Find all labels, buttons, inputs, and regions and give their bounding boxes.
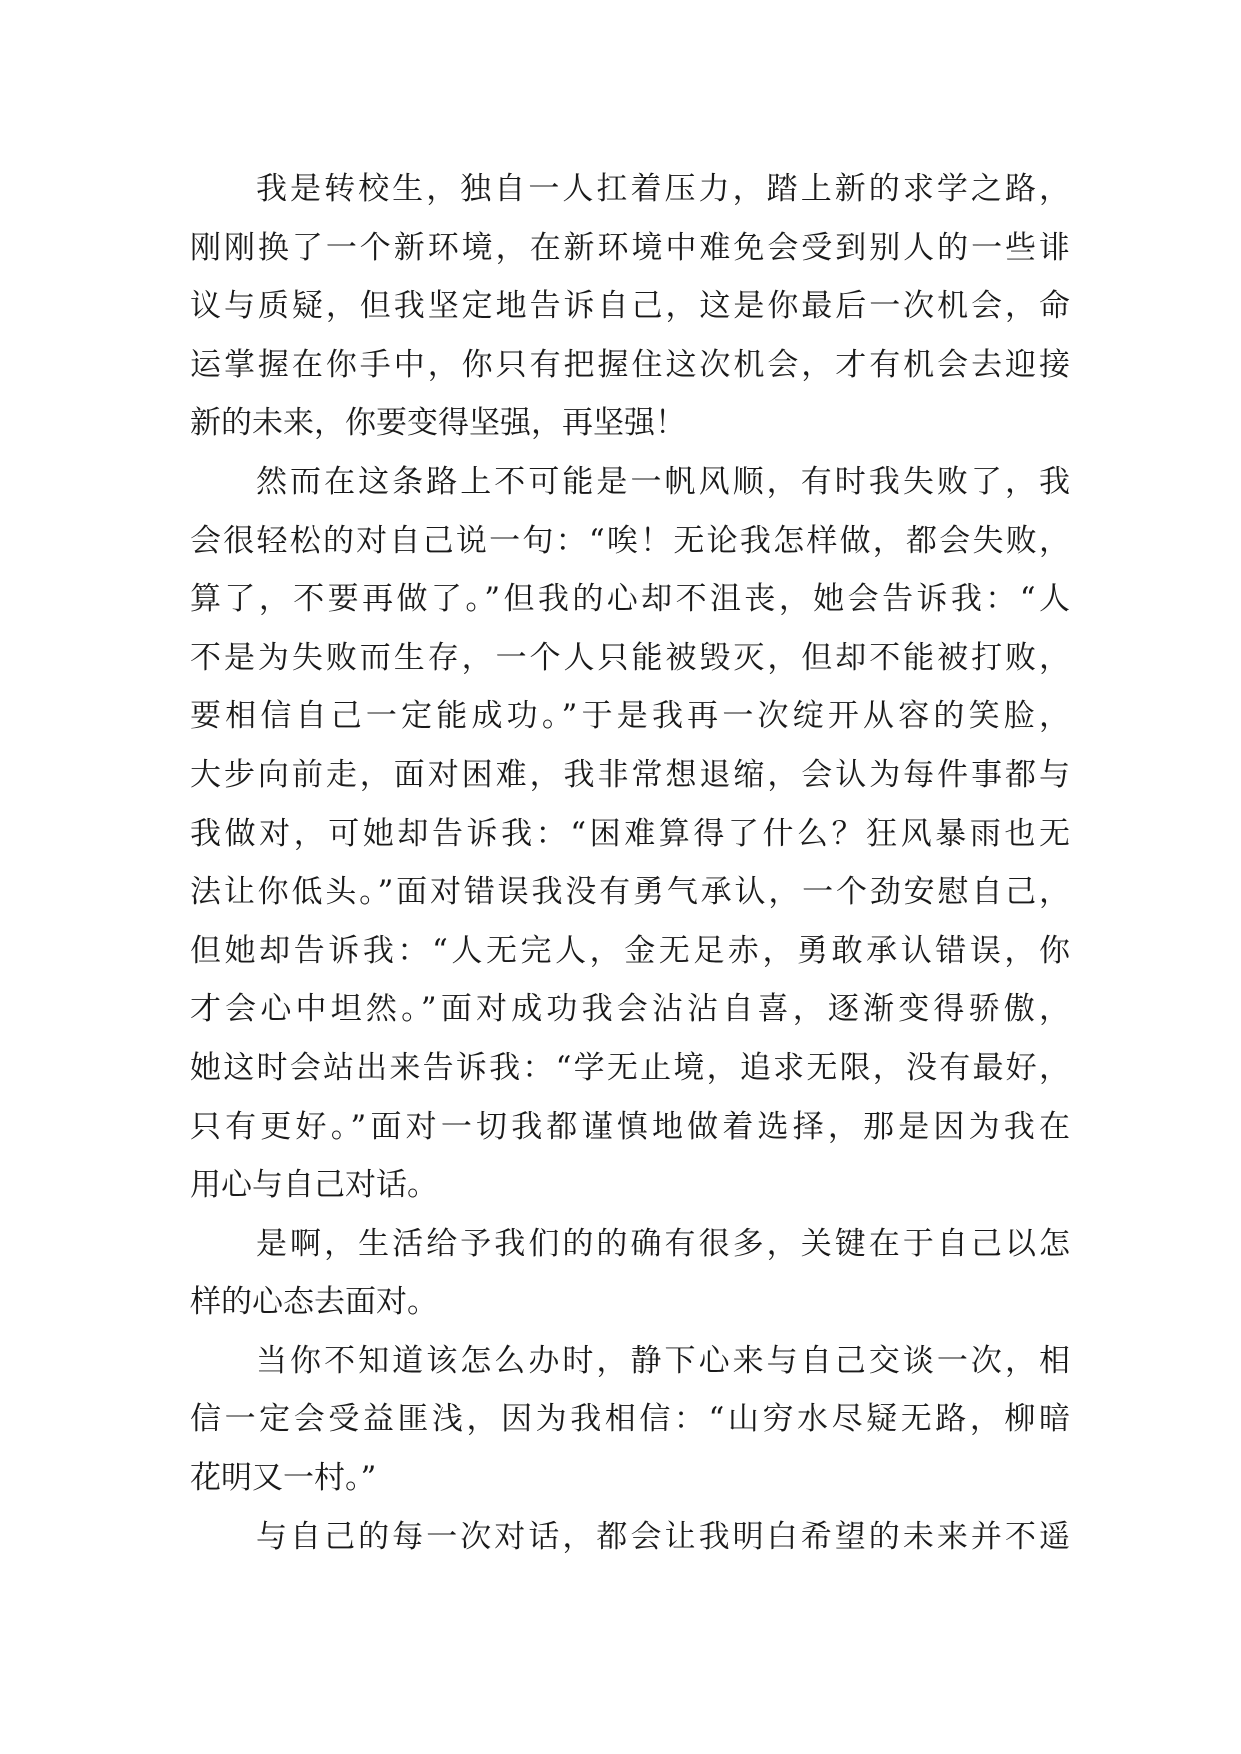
text-line: 是啊，生活给予我们的的确有很多，关键在于自己以怎 bbox=[256, 1225, 1070, 1262]
text-line: 会很轻松的对自己说一句：“唉！无论我怎样做，都会失败， bbox=[190, 522, 1070, 559]
text-line: 我做对，可她却告诉我：“困难算得了什么？狂风暴雨也无 bbox=[190, 815, 1070, 852]
text-line: 她这时会站出来告诉我：“学无止境，追求无限，没有最好， bbox=[190, 1049, 1070, 1086]
text-line: 刚刚换了一个新环境，在新环境中难免会受到别人的一些诽 bbox=[190, 229, 1070, 266]
text-line: 议与质疑，但我坚定地告诉自己，这是你最后一次机会，命 bbox=[190, 288, 1070, 325]
text-line: 用心与自己对话。 bbox=[190, 1167, 438, 1204]
text-line: 花明又一村。” bbox=[190, 1460, 377, 1497]
text-line: 算了，不要再做了。”但我的心却不沮丧，她会告诉我：“人 bbox=[190, 581, 1070, 618]
text-line: 新的未来，你要变得坚强，再坚强！ bbox=[190, 405, 686, 442]
text-line: 大步向前走，面对困难，我非常想退缩，会认为每件事都与 bbox=[190, 756, 1070, 793]
text-line: 然而在这条路上不可能是一帆风顺，有时我失败了，我 bbox=[256, 463, 1070, 500]
text-line: 不是为失败而生存，一个人只能被毁灭，但却不能被打败， bbox=[190, 639, 1070, 676]
document-body bbox=[190, 160, 1070, 1566]
text-line: 与自己的每一次对话，都会让我明白希望的未来并不遥 bbox=[256, 1518, 1070, 1555]
text-line: 只有更好。”面对一切我都谨慎地做着选择，那是因为我在 bbox=[190, 1108, 1070, 1145]
text-line: 我是转校生，独自一人扛着压力，踏上新的求学之路， bbox=[256, 171, 1070, 207]
text-line: 运掌握在你手中，你只有把握住这次机会，才有机会去迎接 bbox=[190, 346, 1070, 383]
text-line: 才会心中坦然。”面对成功我会沾沾自喜，逐渐变得骄傲， bbox=[190, 991, 1070, 1028]
text-line: 但她却告诉我：“人无完人，金无足赤，勇敢承认错误，你 bbox=[190, 932, 1070, 969]
text-line: 样的心态去面对。 bbox=[190, 1284, 438, 1321]
text-line: 法让你低头。”面对错误我没有勇气承认，一个劲安慰自己， bbox=[190, 874, 1070, 911]
text-line: 当你不知道该怎么办时，静下心来与自己交谈一次，相 bbox=[256, 1342, 1070, 1379]
text-line: 要相信自己一定能成功。”于是我再一次绽开从容的笑脸， bbox=[190, 698, 1070, 735]
text-line: 信一定会受益匪浅，因为我相信：“山穷水尽疑无路，柳暗 bbox=[190, 1401, 1070, 1438]
